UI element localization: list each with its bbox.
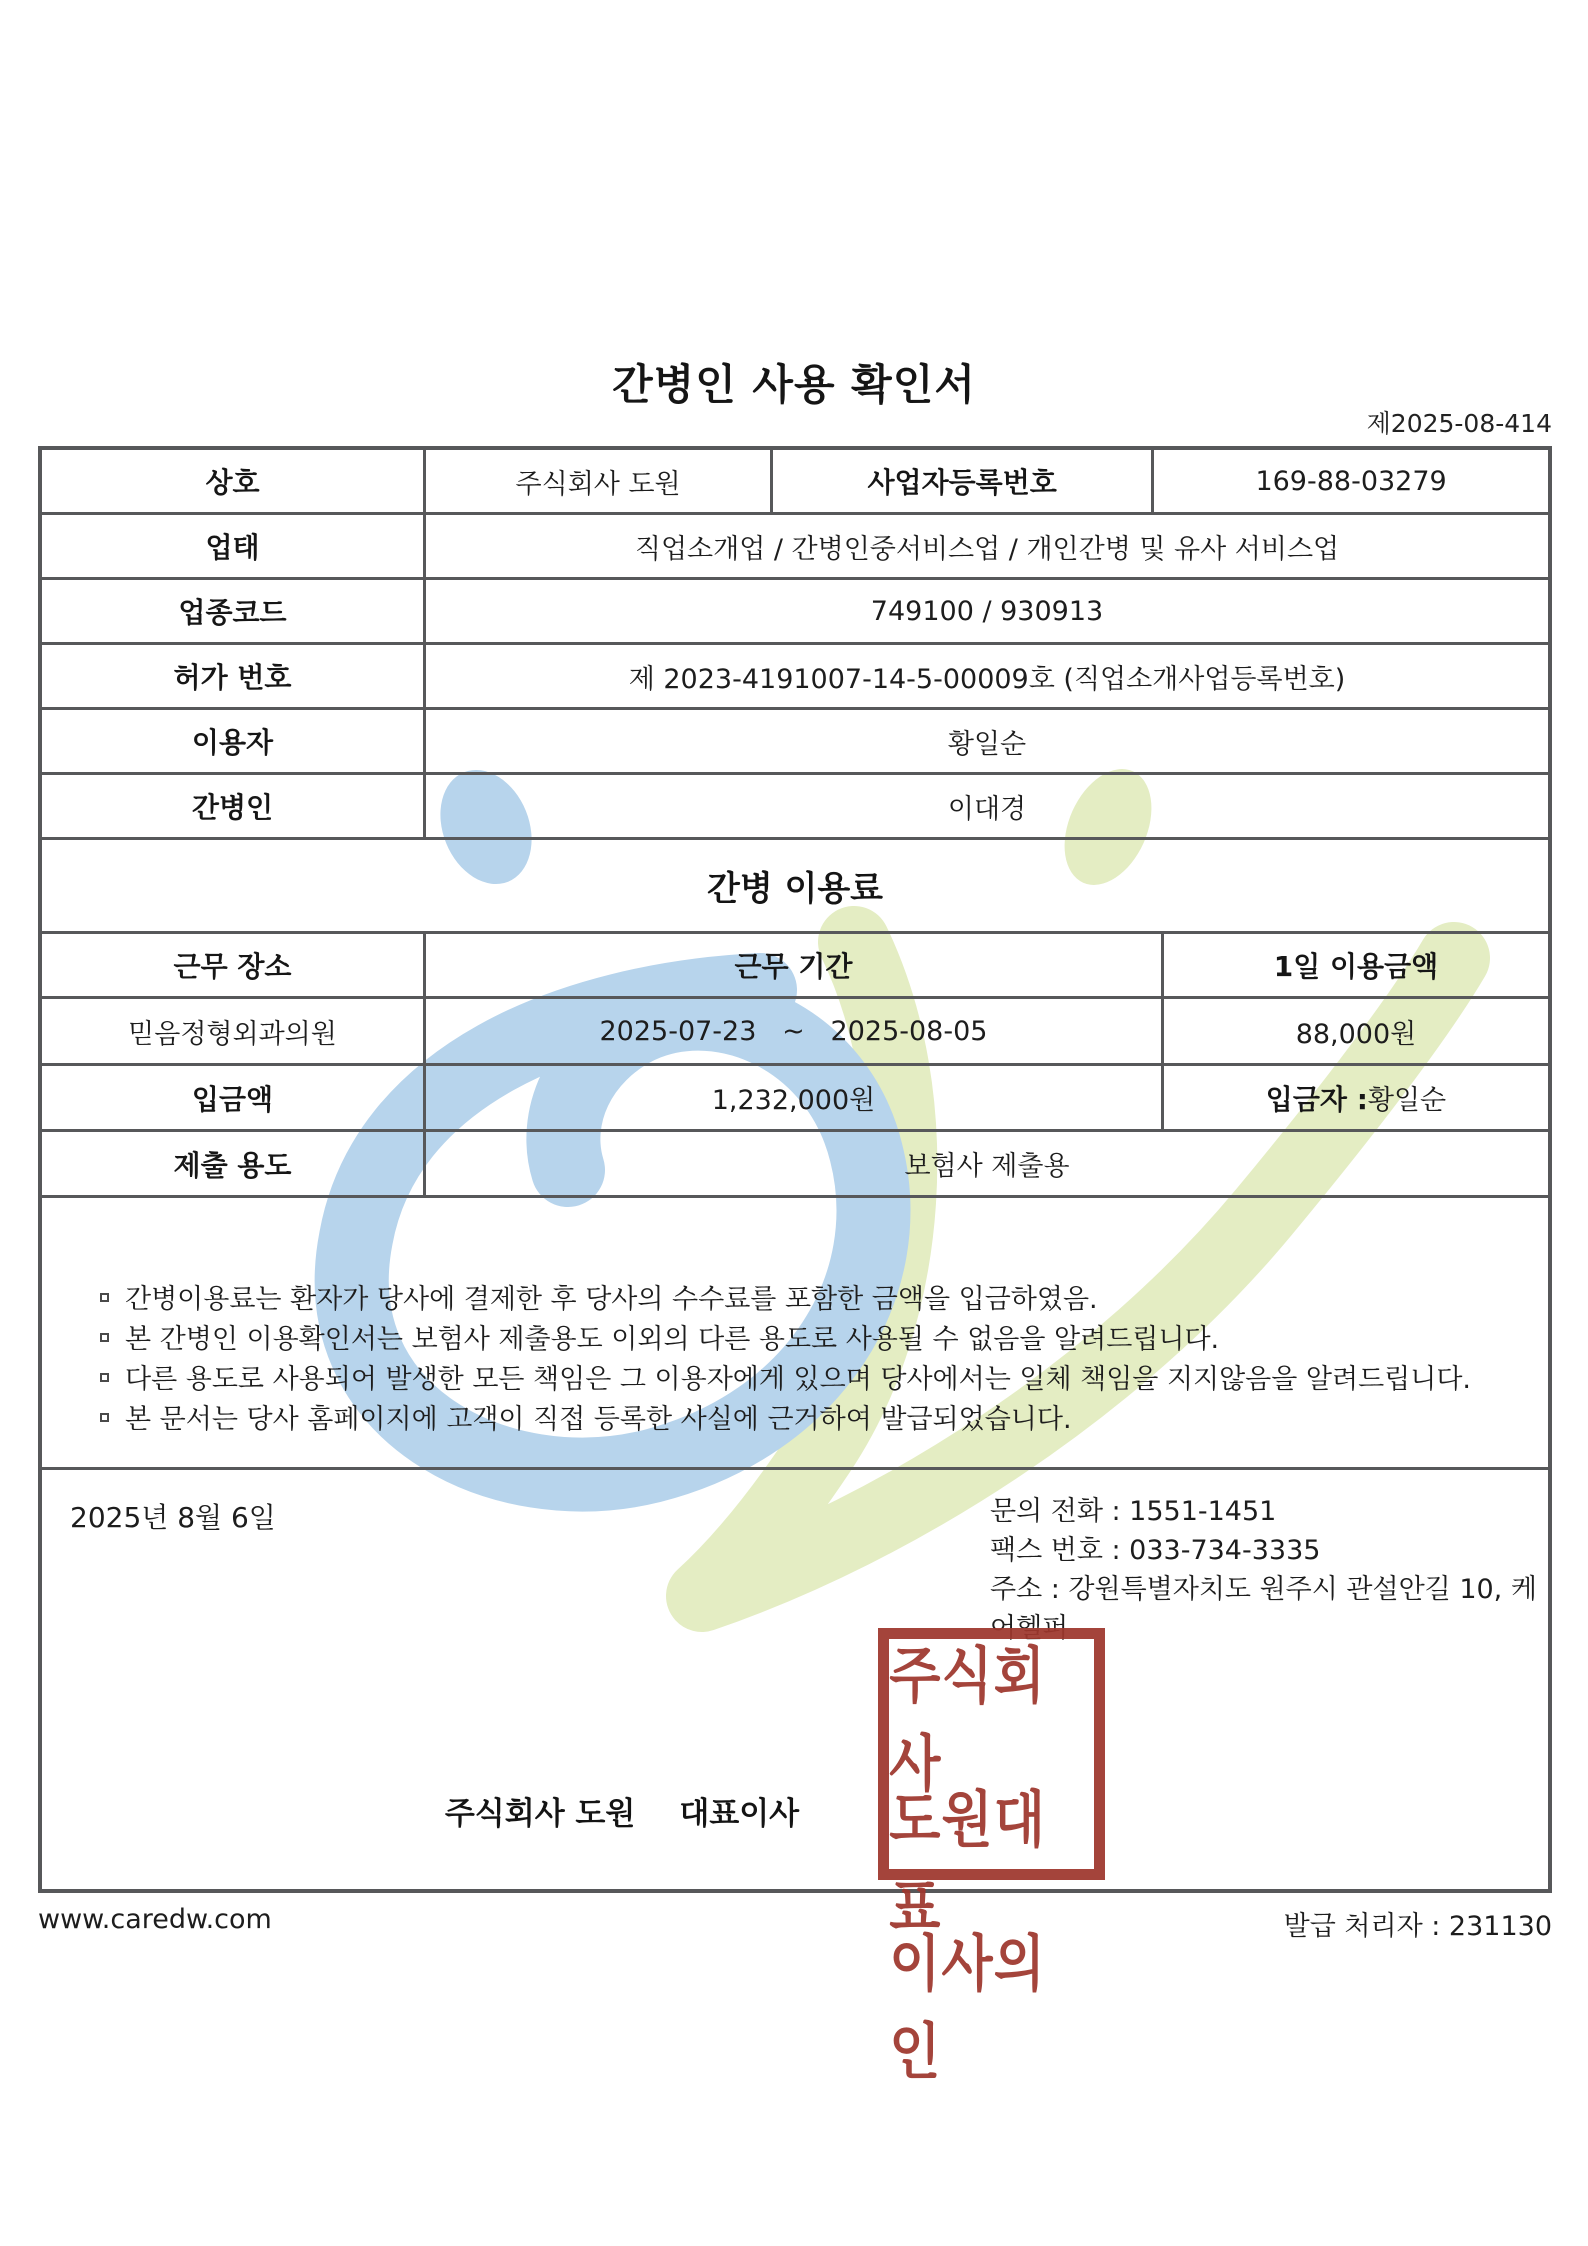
contact-phone: 문의 전화 : 1551-1451 [990,1496,1277,1527]
purpose-value: 보험사 제출용 [423,1132,1548,1195]
square-bullet-icon [100,1293,109,1302]
company-label: 상호 [205,466,260,499]
seal-text-row: 도원대표 [889,1783,1046,1944]
deposit-label: 입금액 [191,1082,274,1116]
fee-section-title: 간병 이용료 [706,869,884,909]
square-bullet-icon [100,1413,109,1422]
permit-number-value: 제 2023-4191007-14-5-00009호 (직업소개사업등록번호) [423,645,1548,707]
industry-code-value: 749100 / 930913 [423,580,1548,642]
signature-company: 주식회사 도원 [444,1796,636,1832]
footer-website: www.caredw.com [38,1904,272,1935]
page-title: 간병인 사용 확인서 [612,360,976,409]
square-bullet-icon [100,1373,109,1382]
signature-role: 대표이사 [679,1796,800,1832]
caregiver-value: 이대경 [423,775,1548,837]
table-row-fee-header [42,934,1548,999]
depositor-cell [1161,1066,1548,1129]
fee-section-title-cell [42,840,1548,931]
square-bullet-icon [100,1333,109,1342]
notes-block [42,1198,1548,1467]
note-item [100,1316,1528,1356]
caregiver-label: 간병인 [191,791,274,824]
business-number-value: 169-88-03279 [1151,450,1548,512]
contact-block [990,1492,1548,1648]
user-value: 황일순 [423,710,1548,772]
table-row-user [42,710,1548,775]
table-row-permit-number [42,645,1548,710]
work-period-value: 2025-07-23 ~ 2025-08-05 [423,999,1161,1063]
table-row-deposit [42,1066,1548,1132]
note-text: 다른 용도로 사용되어 발생한 모든 책임은 그 이용자에게 있으며 당사에서는 일체 책임을 지지않음을 알려드립니다. [125,1363,1472,1395]
note-text: 본 문서는 당사 홈페이지에 고객이 직접 등록한 사실에 근거하여 발급되었습니다. [125,1403,1072,1435]
signature-line [292,1788,952,1833]
work-place-label: 근무 장소 [173,950,292,983]
table-row-fee-data [42,999,1548,1066]
purpose-label: 제출 용도 [173,1148,292,1182]
work-period-label: 근무 기간 [423,934,1161,996]
work-place-value: 믿음정형외과의원 [128,1018,337,1050]
footer-issuer: 발급 처리자 : 231130 [1283,1911,1552,1942]
table-row-company [42,450,1548,515]
contact-fax: 팩스 번호 : 033-734-3335 [990,1535,1321,1566]
table-row-notes [42,1198,1548,1470]
depositor-value: 황일순 [1367,1085,1447,1116]
note-item [100,1276,1528,1316]
daily-fee-value: 88,000원 [1161,999,1548,1063]
business-type-label: 업태 [205,531,260,564]
user-label: 이용자 [191,726,274,759]
note-item [100,1396,1528,1436]
seal-text-row: 이사의인 [889,1927,1046,2088]
company-value: 주식회사 도원 [423,450,770,512]
industry-code-label: 업종코드 [178,596,287,629]
table-row-fee-section-header [42,840,1548,934]
table-row-business-type [42,515,1548,580]
business-type-value: 직업소개업 / 간병인중서비스업 / 개인간병 및 유사 서비스업 [423,515,1548,577]
business-number-label: 사업자등록번호 [770,450,1151,512]
table-row-purpose [42,1132,1548,1198]
corporate-seal-stamp [878,1628,1105,2088]
permit-number-label: 허가 번호 [173,661,292,694]
issue-date: 2025년 8월 6일 [70,1501,276,1534]
table-row-industry-code [42,580,1548,645]
note-text: 본 간병인 이용확인서는 보험사 제출용도 이외의 다른 용도로 사용될 수 없음을 알려드립니다. [125,1323,1220,1355]
daily-fee-label: 1일 이용금액 [1161,934,1548,996]
deposit-value: 1,232,000원 [423,1066,1161,1129]
note-item [100,1356,1528,1396]
contact-address: 주소 : 강원특별자치도 원주시 관설안길 10, 케어헬퍼 [990,1574,1537,1644]
document-number: 제2025-08-414 [1366,409,1552,438]
table-row-caregiver [42,775,1548,840]
depositor-label: 입금자 : [1265,1082,1368,1116]
seal-text-row: 주식회사 [889,1639,1046,1800]
note-text: 간병이용료는 환자가 당사에 결제한 후 당사의 수수료를 포함한 금액을 입금하였음. [125,1283,1098,1315]
